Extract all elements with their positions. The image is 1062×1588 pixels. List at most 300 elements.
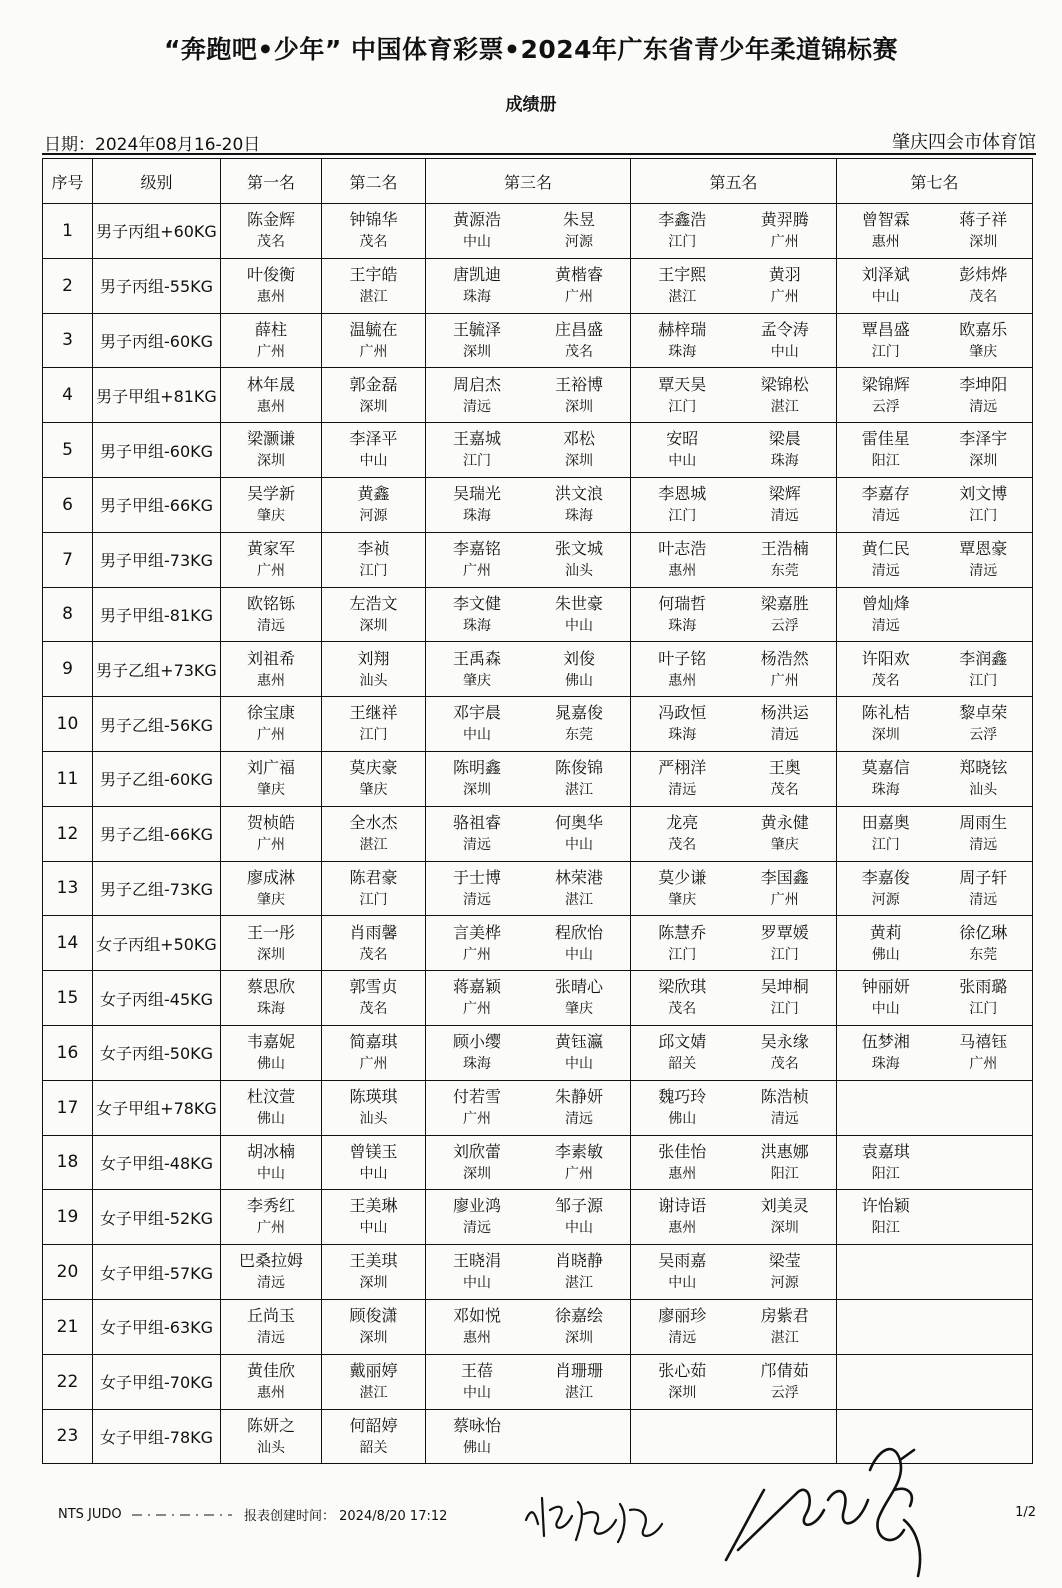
seventh-place-cell (837, 1190, 1033, 1245)
seventh-place-a (837, 703, 935, 745)
row-number: 6 (43, 477, 93, 532)
athlete-city: 汕头 (969, 782, 998, 799)
first-place-cell (221, 1299, 322, 1354)
first-place-cell (221, 368, 322, 423)
athlete-city: 广州 (565, 1165, 593, 1182)
athlete-name: 吴坤桐 (760, 977, 809, 997)
table-row (43, 1190, 1033, 1245)
fifth-place-a (631, 868, 734, 910)
first-place-cell (221, 806, 322, 861)
third-place-a (426, 320, 528, 362)
athlete-name: 戴丽婷 (349, 1360, 398, 1380)
athlete-city: 湛江 (770, 1330, 799, 1347)
fifth-place-a (631, 1251, 734, 1293)
seventh-place-a (837, 1142, 935, 1184)
second-place-cell (322, 1080, 426, 1135)
seventh-place-a (837, 484, 935, 526)
athlete-name: 顾小缨 (452, 1032, 501, 1052)
fifth-place-b (734, 703, 837, 745)
athlete-name: 肖晓静 (554, 1251, 603, 1271)
seventh-place-a (837, 1106, 935, 1110)
athlete-name: 郭雪贞 (349, 977, 398, 997)
athlete-city: 清远 (257, 1330, 285, 1347)
athlete-name: 刘广福 (246, 758, 295, 778)
second-place (322, 703, 425, 745)
fifth-place-cell (631, 751, 837, 806)
fifth-place-a (631, 210, 734, 252)
athlete-name: 吴雨嘉 (658, 1251, 707, 1271)
seventh-place-cell (837, 1025, 1033, 1080)
athlete-name: 何瑞哲 (658, 593, 707, 613)
athlete-name: 黄家军 (246, 538, 295, 558)
athlete-city: 中山 (770, 343, 799, 360)
athlete-name: 吴瑞光 (452, 484, 501, 504)
athlete-name: 邹子源 (554, 1196, 603, 1216)
row-number: 23 (43, 1409, 93, 1464)
athlete-name: 龙亮 (666, 812, 699, 832)
athlete-city: 中山 (463, 234, 491, 251)
first-place (221, 1306, 321, 1348)
athlete-name: 魏巧玲 (658, 1086, 707, 1106)
third-place-a (426, 375, 528, 417)
table-row (43, 1354, 1033, 1409)
athlete-city: 中山 (871, 288, 900, 305)
athlete-name: 李文健 (452, 593, 501, 613)
seventh-place-b (935, 1215, 1033, 1219)
athlete-name: 袁嘉琪 (861, 1141, 910, 1161)
weight-category: 女子甲组-52KG (93, 1190, 221, 1245)
athlete-name: 黄仁民 (861, 538, 910, 558)
athlete-name: 王继祥 (349, 703, 398, 723)
athlete-city: 惠州 (668, 562, 697, 579)
athlete-name: 胡冰楠 (246, 1141, 295, 1161)
third-place-cell (426, 806, 631, 861)
second-place-cell (322, 1409, 426, 1464)
athlete-city: 东莞 (565, 727, 593, 744)
seventh-place-b (935, 703, 1033, 745)
seventh-place-a (837, 594, 935, 636)
third-place-cell (426, 258, 631, 313)
table-row (43, 916, 1033, 971)
athlete-name: 简嘉琪 (349, 1032, 398, 1052)
seventh-place-b (935, 977, 1033, 1019)
event-date: 日期：2024年08月16-20日 (44, 135, 261, 155)
athlete-name: 覃恩豪 (959, 538, 1008, 558)
third-place-cell (426, 1354, 631, 1409)
athlete-name: 彭炜烨 (959, 264, 1008, 284)
athlete-city: 广州 (770, 288, 799, 305)
first-place-cell (221, 697, 322, 752)
header-divider (42, 153, 1036, 155)
athlete-city: 清远 (770, 1110, 799, 1127)
athlete-name: 王浩楠 (760, 538, 809, 558)
third-place-b (528, 265, 630, 307)
seventh-place-a (837, 923, 935, 965)
athlete-name: 朱世豪 (554, 593, 603, 613)
athlete-city: 茂名 (359, 946, 388, 963)
third-place-cell (426, 532, 631, 587)
athlete-name: 钟锦华 (349, 210, 398, 230)
fifth-place-a (631, 703, 734, 745)
second-place (322, 1361, 425, 1403)
athlete-city: 肇庆 (257, 782, 285, 799)
third-place-a (426, 758, 528, 800)
athlete-name: 丘尚玉 (246, 1306, 295, 1326)
athlete-name: 梁锦辉 (861, 374, 910, 394)
athlete-city: 清远 (770, 508, 799, 525)
athlete-city: 中山 (565, 836, 593, 853)
athlete-city: 茂名 (668, 836, 697, 853)
athlete-name: 梁莹 (768, 1251, 801, 1271)
athlete-city: 云浮 (770, 1384, 799, 1401)
fifth-place-cell (631, 1025, 837, 1080)
athlete-city: 深圳 (463, 782, 491, 799)
first-place-cell (221, 1135, 322, 1190)
second-place (322, 1306, 425, 1348)
athlete-city: 广州 (359, 343, 388, 360)
athlete-name: 巴桑拉姆 (238, 1251, 303, 1271)
fifth-place-b (734, 813, 837, 855)
first-place (221, 923, 321, 965)
athlete-city: 广州 (257, 836, 285, 853)
athlete-city: 佛山 (565, 672, 593, 689)
athlete-name: 蒋嘉颖 (452, 977, 501, 997)
athlete-city: 茂名 (770, 782, 799, 799)
fifth-place-cell (631, 204, 837, 259)
athlete-city: 东莞 (969, 946, 998, 963)
table-row (43, 1080, 1033, 1135)
athlete-name: 黄永健 (760, 812, 809, 832)
second-place-cell (322, 587, 426, 642)
athlete-city: 深圳 (668, 1384, 697, 1401)
seventh-place-cell (837, 1299, 1033, 1354)
athlete-name: 陈妍之 (246, 1415, 295, 1435)
athlete-name: 王一彤 (246, 922, 295, 942)
fifth-place-a (631, 1032, 734, 1074)
athlete-city: 惠州 (257, 672, 285, 689)
weight-category: 女子甲组-57KG (93, 1245, 221, 1300)
seventh-place-cell (837, 587, 1033, 642)
second-place (322, 1416, 425, 1458)
athlete-name: 徐嘉绘 (554, 1306, 603, 1326)
seventh-place-cell (837, 642, 1033, 697)
second-place-cell (322, 1245, 426, 1300)
table-row (43, 806, 1033, 861)
third-place-cell (426, 313, 631, 368)
athlete-name: 李鑫浩 (658, 210, 707, 230)
athlete-city: 茂名 (359, 1001, 388, 1018)
athlete-city: 肇庆 (770, 836, 799, 853)
fifth-place-b (734, 375, 837, 417)
first-place-cell (221, 1025, 322, 1080)
second-place (322, 484, 425, 526)
second-place-cell (322, 861, 426, 916)
athlete-city: 广州 (770, 234, 799, 251)
col-header-no: 序号 (43, 159, 93, 204)
third-place-cell (426, 861, 631, 916)
second-place-cell (322, 313, 426, 368)
athlete-name: 钟丽妍 (861, 977, 910, 997)
athlete-name: 王毓泽 (452, 319, 501, 339)
athlete-name: 欧嘉乐 (959, 319, 1008, 339)
athlete-name: 刘文博 (959, 484, 1008, 504)
athlete-name: 朱昱 (562, 210, 595, 230)
athlete-name: 黄源浩 (452, 210, 501, 230)
athlete-city: 广州 (257, 343, 285, 360)
third-place-b (528, 484, 630, 526)
athlete-name: 张晴心 (554, 977, 603, 997)
third-place-b (528, 1142, 630, 1184)
first-place (221, 375, 321, 417)
second-place-cell (322, 806, 426, 861)
third-place-a (426, 210, 528, 252)
athlete-name: 廖丽珍 (658, 1306, 707, 1326)
fifth-place-b (734, 1251, 837, 1293)
weight-category: 男子乙组-73KG (93, 861, 221, 916)
athlete-city: 河源 (359, 508, 388, 525)
athlete-city: 茂名 (969, 288, 998, 305)
fifth-place-cell (631, 861, 837, 916)
athlete-city: 中山 (668, 453, 697, 470)
athlete-city: 广州 (463, 1110, 491, 1127)
third-place-b (528, 868, 630, 910)
athlete-city: 茂名 (257, 234, 285, 251)
athlete-city: 佛山 (463, 1439, 491, 1456)
third-place-cell (426, 1245, 631, 1300)
athlete-name: 李祯 (357, 538, 390, 558)
row-number: 3 (43, 313, 93, 368)
athlete-city: 江门 (463, 453, 491, 470)
athlete-name: 肖雨馨 (349, 922, 398, 942)
athlete-city: 广州 (770, 891, 799, 908)
athlete-name: 洪惠娜 (760, 1141, 809, 1161)
athlete-city: 茂名 (871, 672, 900, 689)
first-place (221, 868, 321, 910)
table-row (43, 1025, 1033, 1080)
row-number: 10 (43, 697, 93, 752)
athlete-city: 珠海 (463, 1056, 491, 1073)
third-place-b (528, 1306, 630, 1348)
athlete-city: 云浮 (969, 727, 998, 744)
third-place-b (528, 1361, 630, 1403)
first-place-cell (221, 642, 322, 697)
athlete-city: 清远 (463, 836, 491, 853)
athlete-name: 何奥华 (554, 812, 603, 832)
second-place-cell (322, 642, 426, 697)
athlete-name: 刘泽斌 (861, 264, 910, 284)
athlete-city: 中山 (463, 1384, 491, 1401)
seventh-place-a (837, 265, 935, 307)
athlete-name: 莫庆豪 (349, 758, 398, 778)
first-place-cell (221, 1190, 322, 1245)
second-place (322, 265, 425, 307)
athlete-name: 雷佳星 (861, 429, 910, 449)
athlete-name: 伍梦湘 (861, 1032, 910, 1052)
third-place-b (528, 594, 630, 636)
seventh-place-cell (837, 532, 1033, 587)
athlete-name: 冯政恒 (658, 703, 707, 723)
weight-category: 男子乙组+73KG (93, 642, 221, 697)
weight-category: 女子甲组-63KG (93, 1299, 221, 1354)
seventh-place-a (837, 649, 935, 691)
athlete-city: 中山 (359, 1220, 388, 1237)
third-place-cell (426, 204, 631, 259)
athlete-city: 广州 (770, 672, 799, 689)
fifth-place-cell (631, 1135, 837, 1190)
athlete-city: 湛江 (565, 1275, 593, 1292)
athlete-city: 肇庆 (565, 1001, 593, 1018)
athlete-city: 中山 (668, 1275, 697, 1292)
athlete-city: 肇庆 (668, 891, 697, 908)
third-place-a (426, 1251, 528, 1293)
athlete-city: 阳江 (871, 1165, 900, 1182)
athlete-city: 湛江 (359, 1384, 388, 1401)
athlete-name: 吴学新 (246, 484, 295, 504)
athlete-name: 蔡咏怡 (452, 1415, 501, 1435)
third-place-cell (426, 587, 631, 642)
athlete-name: 陈瑛琪 (349, 1086, 398, 1106)
fifth-place-b (734, 429, 837, 471)
seventh-place-b (935, 320, 1033, 362)
fifth-place-cell (631, 971, 837, 1026)
third-place-b (528, 1087, 630, 1129)
athlete-name: 李恩城 (658, 484, 707, 504)
athlete-name: 王奥 (768, 758, 801, 778)
row-number: 20 (43, 1245, 93, 1300)
weight-category: 女子甲组-78KG (93, 1409, 221, 1464)
fifth-place-a (631, 649, 734, 691)
first-place-cell (221, 258, 322, 313)
athlete-city: 广州 (257, 1220, 285, 1237)
athlete-name: 安昭 (666, 429, 699, 449)
third-place-a (426, 594, 528, 636)
seventh-place-a (837, 429, 935, 471)
first-place-cell (221, 1354, 322, 1409)
seventh-place-a (837, 868, 935, 910)
third-place-a (426, 868, 528, 910)
second-place (322, 1196, 425, 1238)
athlete-city: 深圳 (565, 453, 593, 470)
athlete-name: 张心茹 (658, 1360, 707, 1380)
athlete-city: 广州 (257, 562, 285, 579)
row-number: 14 (43, 916, 93, 971)
athlete-city: 韶关 (359, 1439, 388, 1456)
third-place-cell (426, 1080, 631, 1135)
athlete-city: 广州 (463, 1001, 491, 1018)
athlete-city: 汕头 (565, 562, 593, 579)
second-place (322, 923, 425, 965)
fifth-place-b (734, 1361, 837, 1403)
fifth-place-cell (631, 532, 837, 587)
seventh-place-a (837, 1270, 935, 1274)
third-place-cell (426, 1190, 631, 1245)
athlete-name: 李坤阳 (959, 374, 1008, 394)
athlete-city: 河源 (871, 891, 900, 908)
athlete-city: 湛江 (565, 891, 593, 908)
third-place-cell (426, 477, 631, 532)
athlete-name: 周子轩 (959, 867, 1008, 887)
table-header-row (43, 159, 1033, 204)
athlete-city: 珠海 (770, 453, 799, 470)
athlete-city: 清远 (565, 1110, 593, 1127)
second-place-cell (322, 1354, 426, 1409)
athlete-name: 刘翔 (357, 648, 390, 668)
seventh-place-b (935, 868, 1033, 910)
third-place-b (528, 813, 630, 855)
athlete-city: 广州 (463, 946, 491, 963)
athlete-city: 中山 (565, 946, 593, 963)
fifth-place-a (631, 977, 734, 1019)
athlete-name: 陈君豪 (349, 867, 398, 887)
athlete-city: 湛江 (668, 288, 697, 305)
athlete-city: 茂名 (770, 1056, 799, 1073)
second-place (322, 1032, 425, 1074)
athlete-city: 汕头 (257, 1439, 285, 1456)
fifth-place-cell (631, 587, 837, 642)
athlete-name: 朱静妍 (554, 1086, 603, 1106)
athlete-name: 蔡思欣 (246, 977, 295, 997)
first-place (221, 1142, 321, 1184)
first-place (221, 1361, 321, 1403)
athlete-city: 中山 (463, 1275, 491, 1292)
athlete-city: 佛山 (871, 946, 900, 963)
row-number: 4 (43, 368, 93, 423)
athlete-city: 肇庆 (257, 891, 285, 908)
third-place-cell (426, 751, 631, 806)
athlete-city: 清远 (463, 891, 491, 908)
first-place (221, 539, 321, 581)
seventh-place-a (837, 320, 935, 362)
athlete-name: 黄莉 (869, 922, 902, 942)
athlete-city: 湛江 (359, 836, 388, 853)
weight-category: 男子甲组-73KG (93, 532, 221, 587)
athlete-name: 杜汶萱 (246, 1086, 295, 1106)
athlete-city: 广州 (463, 562, 491, 579)
table-row (43, 477, 1033, 532)
seventh-place-a (837, 375, 935, 417)
athlete-city: 河源 (770, 1275, 799, 1292)
weight-category: 男子丙组-60KG (93, 313, 221, 368)
third-place-b (528, 923, 630, 965)
second-place (322, 320, 425, 362)
third-place-b (528, 375, 630, 417)
athlete-city: 清远 (668, 1330, 697, 1347)
athlete-city: 珠海 (463, 508, 491, 525)
event-venue: 肇庆四会市体育馆 (892, 132, 1036, 153)
seventh-place-b (935, 612, 1033, 616)
athlete-name: 李国鑫 (760, 867, 809, 887)
athlete-city: 珠海 (463, 617, 491, 634)
third-place-b (528, 649, 630, 691)
athlete-name: 李嘉存 (861, 484, 910, 504)
athlete-name: 许阳欢 (861, 648, 910, 668)
athlete-city: 肇庆 (257, 508, 285, 525)
athlete-name: 黄楷睿 (554, 264, 603, 284)
athlete-name: 王裕博 (554, 374, 603, 394)
athlete-name: 孟令涛 (760, 319, 809, 339)
athlete-city: 江门 (871, 836, 900, 853)
athlete-city: 清远 (969, 562, 998, 579)
athlete-city: 清远 (770, 727, 799, 744)
table-row (43, 1245, 1033, 1300)
fifth-place-a (631, 923, 734, 965)
athlete-city: 江门 (871, 343, 900, 360)
second-place (322, 429, 425, 471)
seventh-place-cell (837, 1245, 1033, 1300)
athlete-name: 肖珊珊 (554, 1360, 603, 1380)
fifth-place-b (734, 1196, 837, 1238)
athlete-city: 深圳 (565, 398, 593, 415)
